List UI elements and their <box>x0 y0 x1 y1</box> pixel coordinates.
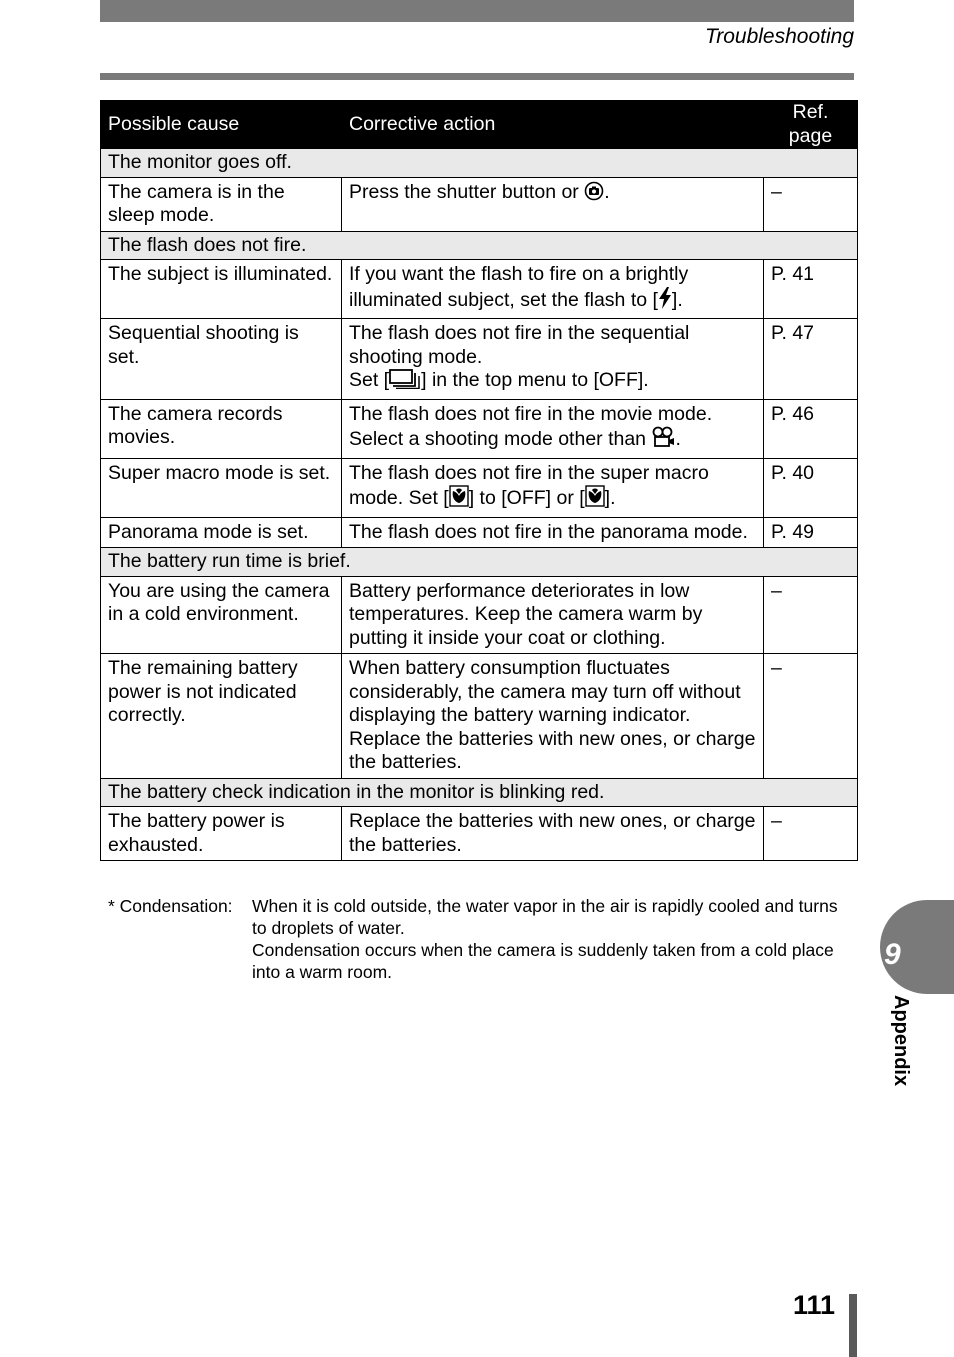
ref-cell: – <box>764 576 858 654</box>
section-row <box>101 231 858 260</box>
ref-cell: P. 46 <box>764 399 858 458</box>
section-row <box>101 149 858 178</box>
action-text: The flash does not fire in the super macro mode. Set [ <box>349 461 709 509</box>
table-row <box>101 654 858 779</box>
action-cell <box>342 458 764 517</box>
header-rule <box>100 73 854 80</box>
action-text: ]. <box>671 288 683 311</box>
chapter-label: Appendix <box>890 995 912 1087</box>
action-cell <box>342 260 764 319</box>
action-cell: When battery consumption fluctuates considerably, the camera may turn off without displaying the battery warning indicator. Replace the batteries with new ones, or charge the batteries. <box>342 654 764 779</box>
action-cell <box>342 177 764 231</box>
section-row <box>101 778 858 807</box>
cause-cell: The battery power is exhausted. <box>101 807 342 861</box>
cause-cell: The remaining battery power is not indicated correctly. <box>101 654 342 779</box>
section-battery-run-time: The battery run time is brief. <box>101 548 858 577</box>
table-row <box>101 576 858 654</box>
header-possible-cause: Possible cause <box>101 101 342 149</box>
table-row <box>101 399 858 458</box>
section-monitor-off: The monitor goes off. <box>101 149 858 178</box>
action-text: ] in the top menu to [OFF]. <box>421 369 649 391</box>
table-row <box>101 260 858 319</box>
chapter-number: 9 <box>884 938 901 971</box>
action-text: ] to [OFF] or [ <box>468 487 585 509</box>
header-ref-page: Ref. page <box>764 101 858 149</box>
troubleshooting-table <box>100 100 858 861</box>
action-cell: Battery performance deteriorates in low temperatures. Keep the camera warm by putting it inside your coat or clothing. <box>342 576 764 654</box>
table-row <box>101 807 858 861</box>
section-flash-not-fire: The flash does not fire. <box>101 231 858 260</box>
ref-cell: P. 41 <box>764 260 858 319</box>
table-header-row <box>101 101 858 149</box>
ref-cell: P. 40 <box>764 458 858 517</box>
action-text: Set [ <box>349 369 390 391</box>
ref-cell: – <box>764 177 858 231</box>
section-row <box>101 548 858 577</box>
cause-cell: The subject is illuminated. <box>101 260 342 319</box>
header-bar <box>100 0 854 22</box>
action-text: The flash does not fire in the movie mode. <box>349 402 713 425</box>
cause-cell: You are using the camera in a cold environment. <box>101 576 342 654</box>
super-macro-icon <box>449 485 469 514</box>
action-text: Press the shutter button or <box>349 180 579 203</box>
action-cell <box>342 319 764 400</box>
action-cell: The flash does not fire in the panorama mode. <box>342 517 764 548</box>
section-battery-check: The battery check indication in the monitor is blinking red. <box>101 778 858 807</box>
ref-cell: P. 49 <box>764 517 858 548</box>
sequential-shooting-icon <box>389 369 421 396</box>
action-text: The flash does not fire in the sequential shooting mode. <box>349 322 690 368</box>
cause-cell: Panorama mode is set. <box>101 517 342 548</box>
super-macro-icon <box>585 485 605 514</box>
cause-cell: The camera is in the sleep mode. <box>101 177 342 231</box>
movie-mode-icon <box>651 426 675 455</box>
action-cell <box>342 399 764 458</box>
action-text: If you want the flash to fire on a brightly illuminated subject, set the flash to [ <box>349 263 689 311</box>
cause-cell: Sequential shooting is set. <box>101 319 342 400</box>
action-text: Select a shooting mode other than <box>349 428 647 450</box>
action-text: . <box>675 428 681 450</box>
header-corrective-action: Corrective action <box>342 101 764 149</box>
footnote-line: Condensation occurs when the camera is suddenly taken from a cold place into a warm room. <box>252 940 834 982</box>
page-number: 111 <box>793 1290 836 1320</box>
shooting-mode-icon <box>584 181 604 208</box>
action-text: ]. <box>604 487 616 509</box>
table-row <box>101 517 858 548</box>
footnote-text <box>252 895 852 983</box>
ref-cell: – <box>764 654 858 779</box>
section-title: Troubleshooting <box>704 25 854 48</box>
cause-cell: The camera records movies. <box>101 399 342 458</box>
cause-cell: Super macro mode is set. <box>101 458 342 517</box>
footnote-label: * Condensation: <box>108 896 233 916</box>
ref-cell: – <box>764 807 858 861</box>
page-number-bar <box>849 1294 857 1357</box>
table-row <box>101 177 858 231</box>
ref-cell: P. 47 <box>764 319 858 400</box>
action-text: . <box>604 180 610 203</box>
footnote-line: When it is cold outside, the water vapor in the air is rapidly cooled and turns to droplets of water. <box>252 896 838 938</box>
table-row <box>101 458 858 517</box>
flash-on-icon <box>658 287 672 316</box>
table-row <box>101 319 858 400</box>
action-cell: Replace the batteries with new ones, or charge the batteries. <box>342 807 764 861</box>
